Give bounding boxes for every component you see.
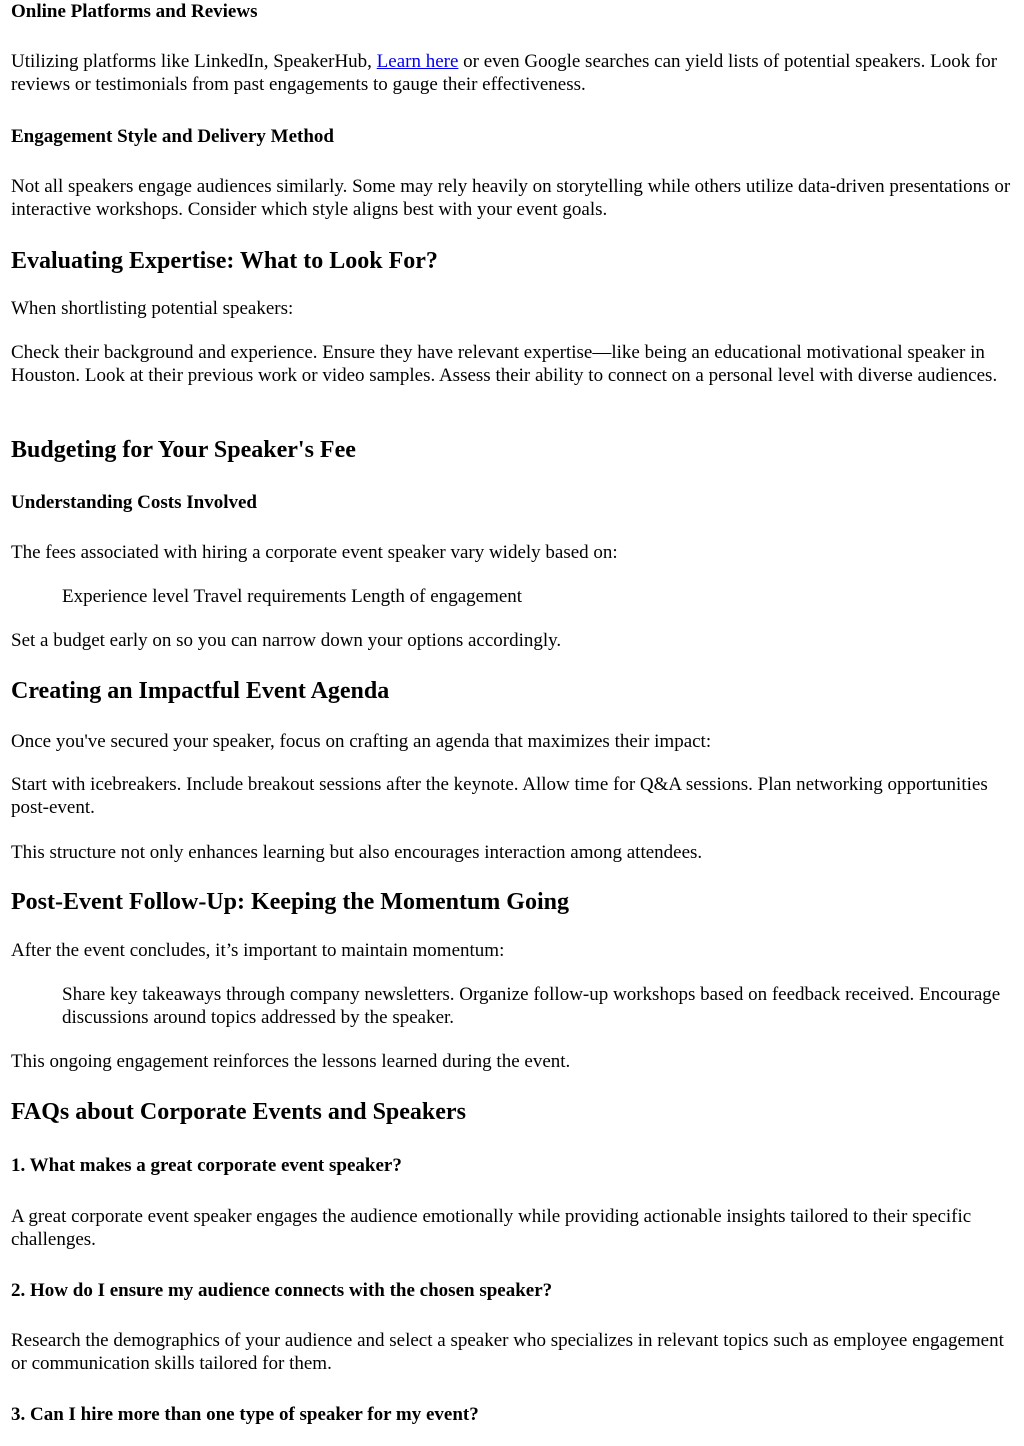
paragraph-check-background: Check their background and experience. Ensure they have relevant expertise—like being an educational motivational speaker in Houston. Look at their previous work or video samples. Assess their ability to connect on a personal level with diverse audiences. — [11, 342, 998, 386]
subheading-understanding-costs: Understanding Costs Involved — [11, 492, 257, 513]
quote-follow-up-actions: Share key takeaways through company newsletters. Organize follow-up workshops based on feedback received. Encourage discussions around topics addressed by the speaker. — [62, 984, 1001, 1028]
paragraph-fees: The fees associated with hiring a corporate event speaker vary widely based on: — [11, 542, 618, 563]
paragraph-shortlisting: When shortlisting potential speakers: — [11, 298, 294, 319]
faq-question-2: 2. How do I ensure my audience connects with the chosen speaker? — [11, 1280, 553, 1301]
heading-evaluating-expertise: Evaluating Expertise: What to Look For? — [11, 248, 438, 274]
paragraph-engagement-style: Not all speakers engage audiences similarly. Some may rely heavily on storytelling while others utilize data-driven presentations or interactive workshops. Consider which style aligns best with your event goals. — [11, 176, 1011, 220]
heading-online-platforms: Online Platforms and Reviews — [11, 1, 258, 22]
paragraph-secured-speaker: Once you've secured your speaker, focus on crafting an agenda that maximizes their impact: — [11, 731, 712, 752]
faq-question-3: 3. Can I hire more than one type of speaker for my event? — [11, 1404, 479, 1425]
learn-here-link[interactable]: Learn here — [376, 51, 459, 72]
paragraph-set-budget: Set a budget early on so you can narrow down your options accordingly. — [11, 630, 562, 651]
paragraph-after-event: After the event concludes, it’s important to maintain momentum: — [11, 940, 505, 961]
heading-follow-up: Post-Event Follow-Up: Keeping the Momentum Going — [11, 889, 569, 915]
faq-question-1: 1. What makes a great corporate event speaker? — [11, 1155, 402, 1176]
quote-fee-factors: Experience level Travel requirements Length of engagement — [62, 586, 523, 607]
paragraph-text: Utilizing platforms like LinkedIn, SpeakerHub, — [11, 51, 377, 72]
heading-engagement-style: Engagement Style and Delivery Method — [11, 126, 334, 147]
paragraph-online-platforms — [11, 50, 1011, 96]
paragraph-ongoing-engagement: This ongoing engagement reinforces the lessons learned during the event. — [11, 1051, 571, 1072]
faq-answer-2: Research the demographics of your audience and select a speaker who specializes in relevant topics such as employee engagement or communication skills tailored for them. — [11, 1330, 1004, 1374]
heading-budgeting: Budgeting for Your Speaker's Fee — [11, 437, 356, 463]
heading-faqs: FAQs about Corporate Events and Speakers — [11, 1099, 466, 1125]
paragraph-text: or even Google searches can yield lists of potential speakers. Look for reviews or testimonials from past engagements to gauge their effectiveness. — [11, 51, 998, 95]
heading-agenda: Creating an Impactful Event Agenda — [11, 678, 390, 704]
paragraph-icebreakers: Start with icebreakers. Include breakout sessions after the keynote. Allow time for Q&A sessions. Plan networking opportunities post-event. — [11, 774, 988, 818]
faq-answer-1: A great corporate event speaker engages the audience emotionally while providing actionable insights tailored to their specific challenges. — [11, 1206, 972, 1250]
paragraph-structure: This structure not only enhances learning but also encourages interaction among attendees. — [11, 842, 703, 863]
